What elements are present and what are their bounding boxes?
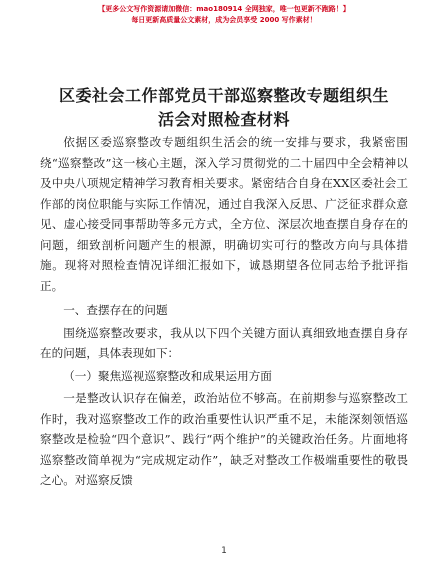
document-body [40, 132, 408, 491]
document-title [40, 84, 408, 132]
subsection-paragraph: 一是整改认识存在偏差，政治站位不够高。在前期参与巡察整改工作时，我对巡察整改工作的政治重要性认识严重不足，未能深刻领悟巡察整改是检验“四个意识”、践行“两个维护”的关键政治任务。片面地将巡察整改简单视为“完成规定动作”，缺乏对整改工作极端重要性的敬畏之心。对巡察反馈 [40, 391, 408, 487]
promo-banner [0, 4, 448, 26]
intro-paragraph: 依据区委巡察整改专题组织生活会的统一安排与要求，我紧密围绕“巡察整改”这一核心主题，深入学习贯彻党的二十届四中全会精神以及中央八项规定精神学习教育相关要求。紧密结合自身在XX区委社会工作部的岗位职能与实际工作情况，通过自我深入反思、广泛征求群众意见、虚心接受同事帮助等多元方式，全方位、深层次地查摆自身存在的问题，细致剖析问题产生的根源，明确切实可行的整改方向与具体措施。现将对照检查情况详细汇报如下，诚恳期望各位同志给予批评指正。 [40, 135, 408, 293]
page-number: 1 [221, 546, 227, 556]
section-intro-paragraph: 围绕巡察整改要求，我从以下四个关键方面认真细致地查摆自身存在的问题，具体表现如下： [40, 325, 408, 360]
section-heading: 一、查摆存在的问题 [63, 303, 168, 317]
subsection-heading: （一）聚焦巡视巡察整改和成果运用方面 [63, 368, 272, 383]
title-line-1: 区委社会工作部党员干部巡察整改专题组织生 [58, 86, 389, 105]
title-line-2: 活会对照检查材料 [157, 110, 290, 129]
promo-banner-line2: 每日更新高质量公文素材，成为会员享受 2000 写作素材！ [131, 16, 317, 24]
promo-banner-line1: 【更多公文写作资源请加微信：mao180914 全网独家，唯一包更新不跑路！】 [98, 5, 350, 13]
